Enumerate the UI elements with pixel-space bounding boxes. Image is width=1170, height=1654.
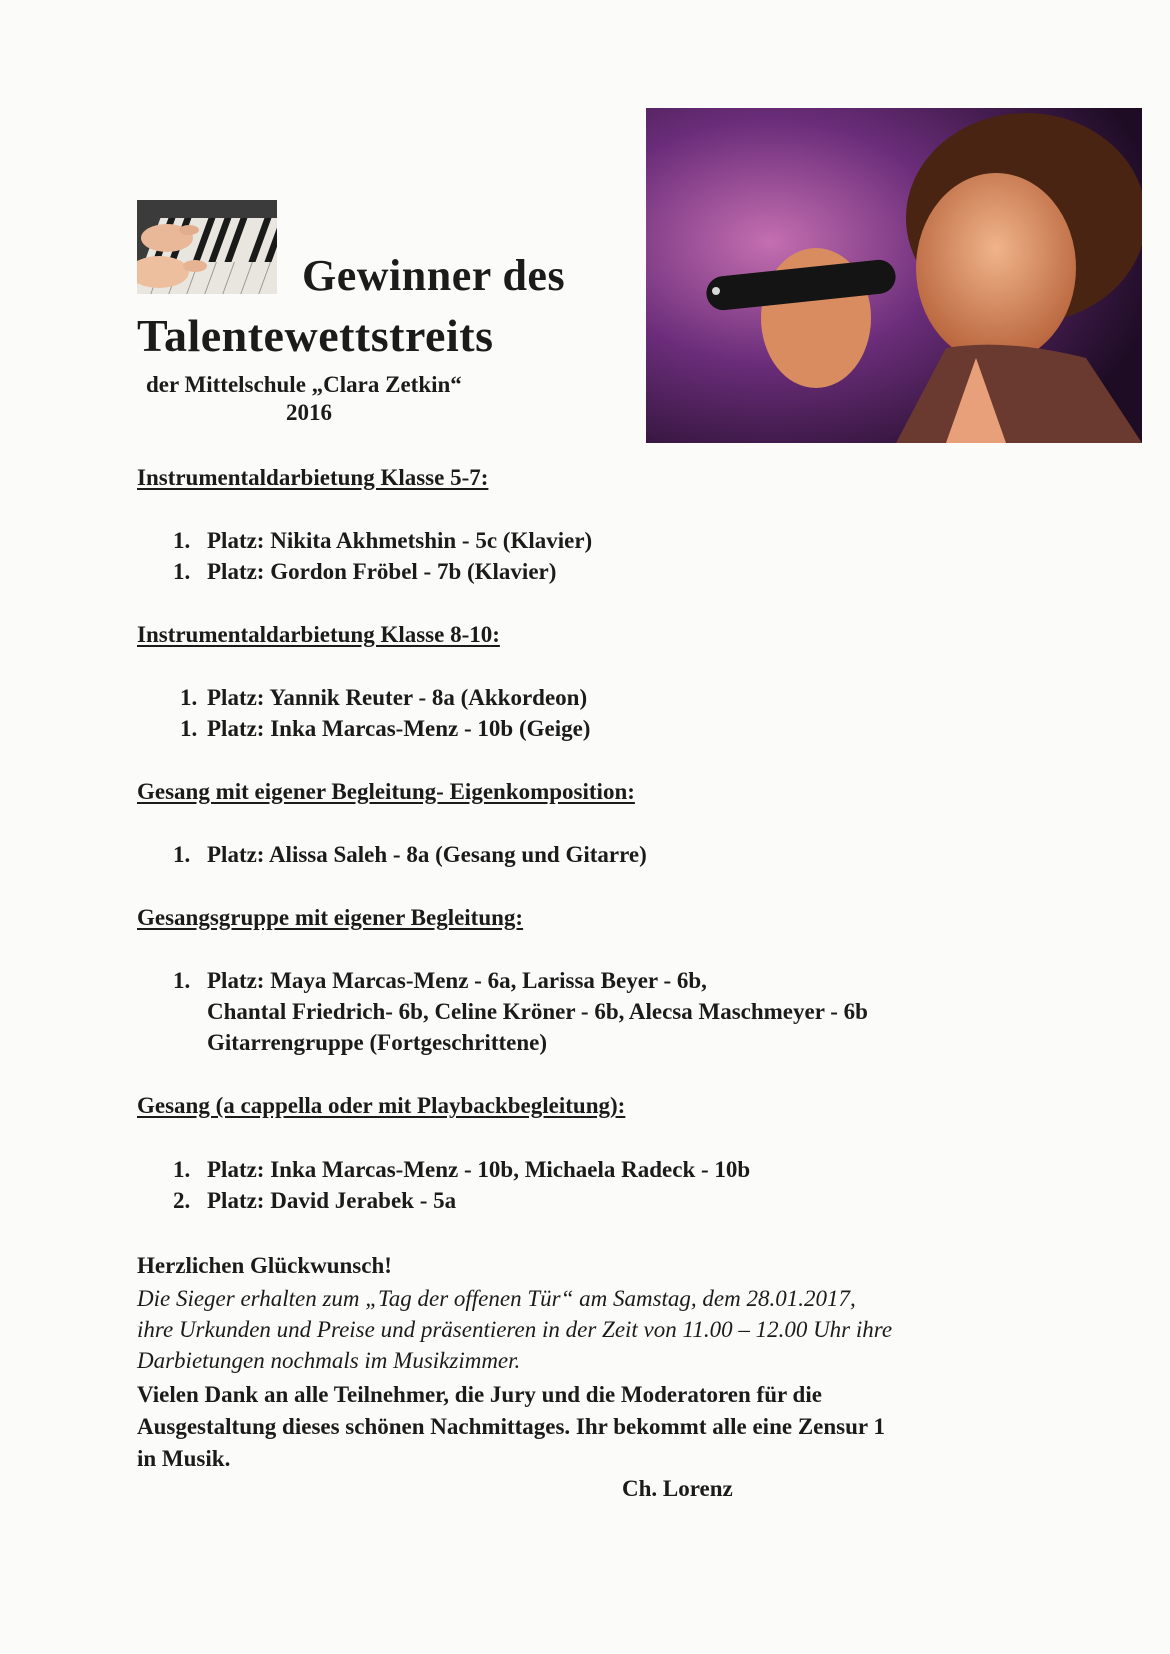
title-line-2: Talentewettstreits xyxy=(137,310,494,361)
list-item-continuation xyxy=(173,999,868,1025)
list-item xyxy=(173,1188,456,1214)
list-item-text: Platz: Gordon Fröbel - 7b (Klavier) xyxy=(207,559,557,584)
piano-image xyxy=(137,200,277,294)
list-item-number: 1. xyxy=(173,559,191,584)
thanks-line: Vielen Dank an alle Teilnehmer, die Jury und die Moderatoren für die xyxy=(137,1382,822,1407)
school-subtitle: der Mittelschule „Clara Zetkin“ xyxy=(146,372,462,397)
list-item-text: Platz: Maya Marcas-Menz - 6a, Larissa Beyer - 6b, xyxy=(207,968,707,993)
section-heading-5: Gesang (a cappella oder mit Playbackbegleitung): xyxy=(137,1093,626,1118)
list-item-text: Platz: Yannik Reuter - 8a (Akkordeon) xyxy=(207,685,588,710)
list-item-number: 1. xyxy=(180,685,198,710)
list-item-number: 2. xyxy=(173,1188,191,1213)
list-item-number: 1. xyxy=(173,968,191,993)
singer-photo xyxy=(646,108,1142,443)
thanks-paragraph xyxy=(137,1379,1057,1475)
list-item xyxy=(173,968,707,994)
list-item xyxy=(173,528,592,554)
title-line-1: Gewinner des xyxy=(302,251,566,300)
award-note-line: ihre Urkunden und Preise und präsentieren in der Zeit von 11.00 – 12.00 Uhr ihre xyxy=(137,1317,893,1342)
section-heading-4: Gesangsgruppe mit eigener Begleitung: xyxy=(137,905,524,930)
list-item-number: 1. xyxy=(180,716,198,741)
thanks-line: Ausgestaltung dieses schönen Nachmittages. Ihr bekommt alle eine Zensur 1 xyxy=(137,1414,885,1439)
list-item xyxy=(173,1157,750,1183)
list-item-number: 1. xyxy=(173,1157,191,1182)
list-item xyxy=(173,559,556,585)
thanks-line: in Musik. xyxy=(137,1446,231,1471)
list-item xyxy=(173,842,647,868)
list-item-text: Platz: David Jerabek - 5a xyxy=(207,1188,457,1213)
list-item-continuation xyxy=(173,1030,547,1056)
list-item-number: 1. xyxy=(173,842,191,867)
list-item xyxy=(180,716,590,742)
list-item-text: Platz: Alissa Saleh - 8a (Gesang und Gitarre) xyxy=(207,842,647,867)
signature: Ch. Lorenz xyxy=(622,1476,733,1501)
list-item-text: Platz: Inka Marcas-Menz - 10b (Geige) xyxy=(207,716,591,741)
list-item-text: Platz: Nikita Akhmetshin - 5c (Klavier) xyxy=(207,528,593,553)
list-item-text: Chantal Friedrich- 6b, Celine Kröner - 6b, Alecsa Maschmeyer - 6b xyxy=(207,999,868,1024)
list-item-text: Gitarrengruppe (Fortgeschrittene) xyxy=(207,1030,548,1055)
list-item xyxy=(180,685,587,711)
congratulations-heading: Herzlichen Glückwunsch! xyxy=(137,1253,392,1278)
list-item-text: Platz: Inka Marcas-Menz - 10b, Michaela Radeck - 10b xyxy=(207,1157,751,1182)
section-heading-1: Instrumentaldarbietung Klasse 5-7: xyxy=(137,465,489,490)
section-heading-2: Instrumentaldarbietung Klasse 8-10: xyxy=(137,622,500,647)
list-item-number: 1. xyxy=(173,528,191,553)
award-note-line: Darbietungen nochmals im Musikzimmer. xyxy=(137,1348,521,1373)
section-heading-3: Gesang mit eigener Begleitung- Eigenkomposition: xyxy=(137,779,635,804)
award-note-line: Die Sieger erhalten zum „Tag der offenen Tür“ am Samstag, dem 28.01.2017, xyxy=(137,1286,856,1311)
award-note xyxy=(137,1283,1097,1376)
year: 2016 xyxy=(286,400,332,425)
